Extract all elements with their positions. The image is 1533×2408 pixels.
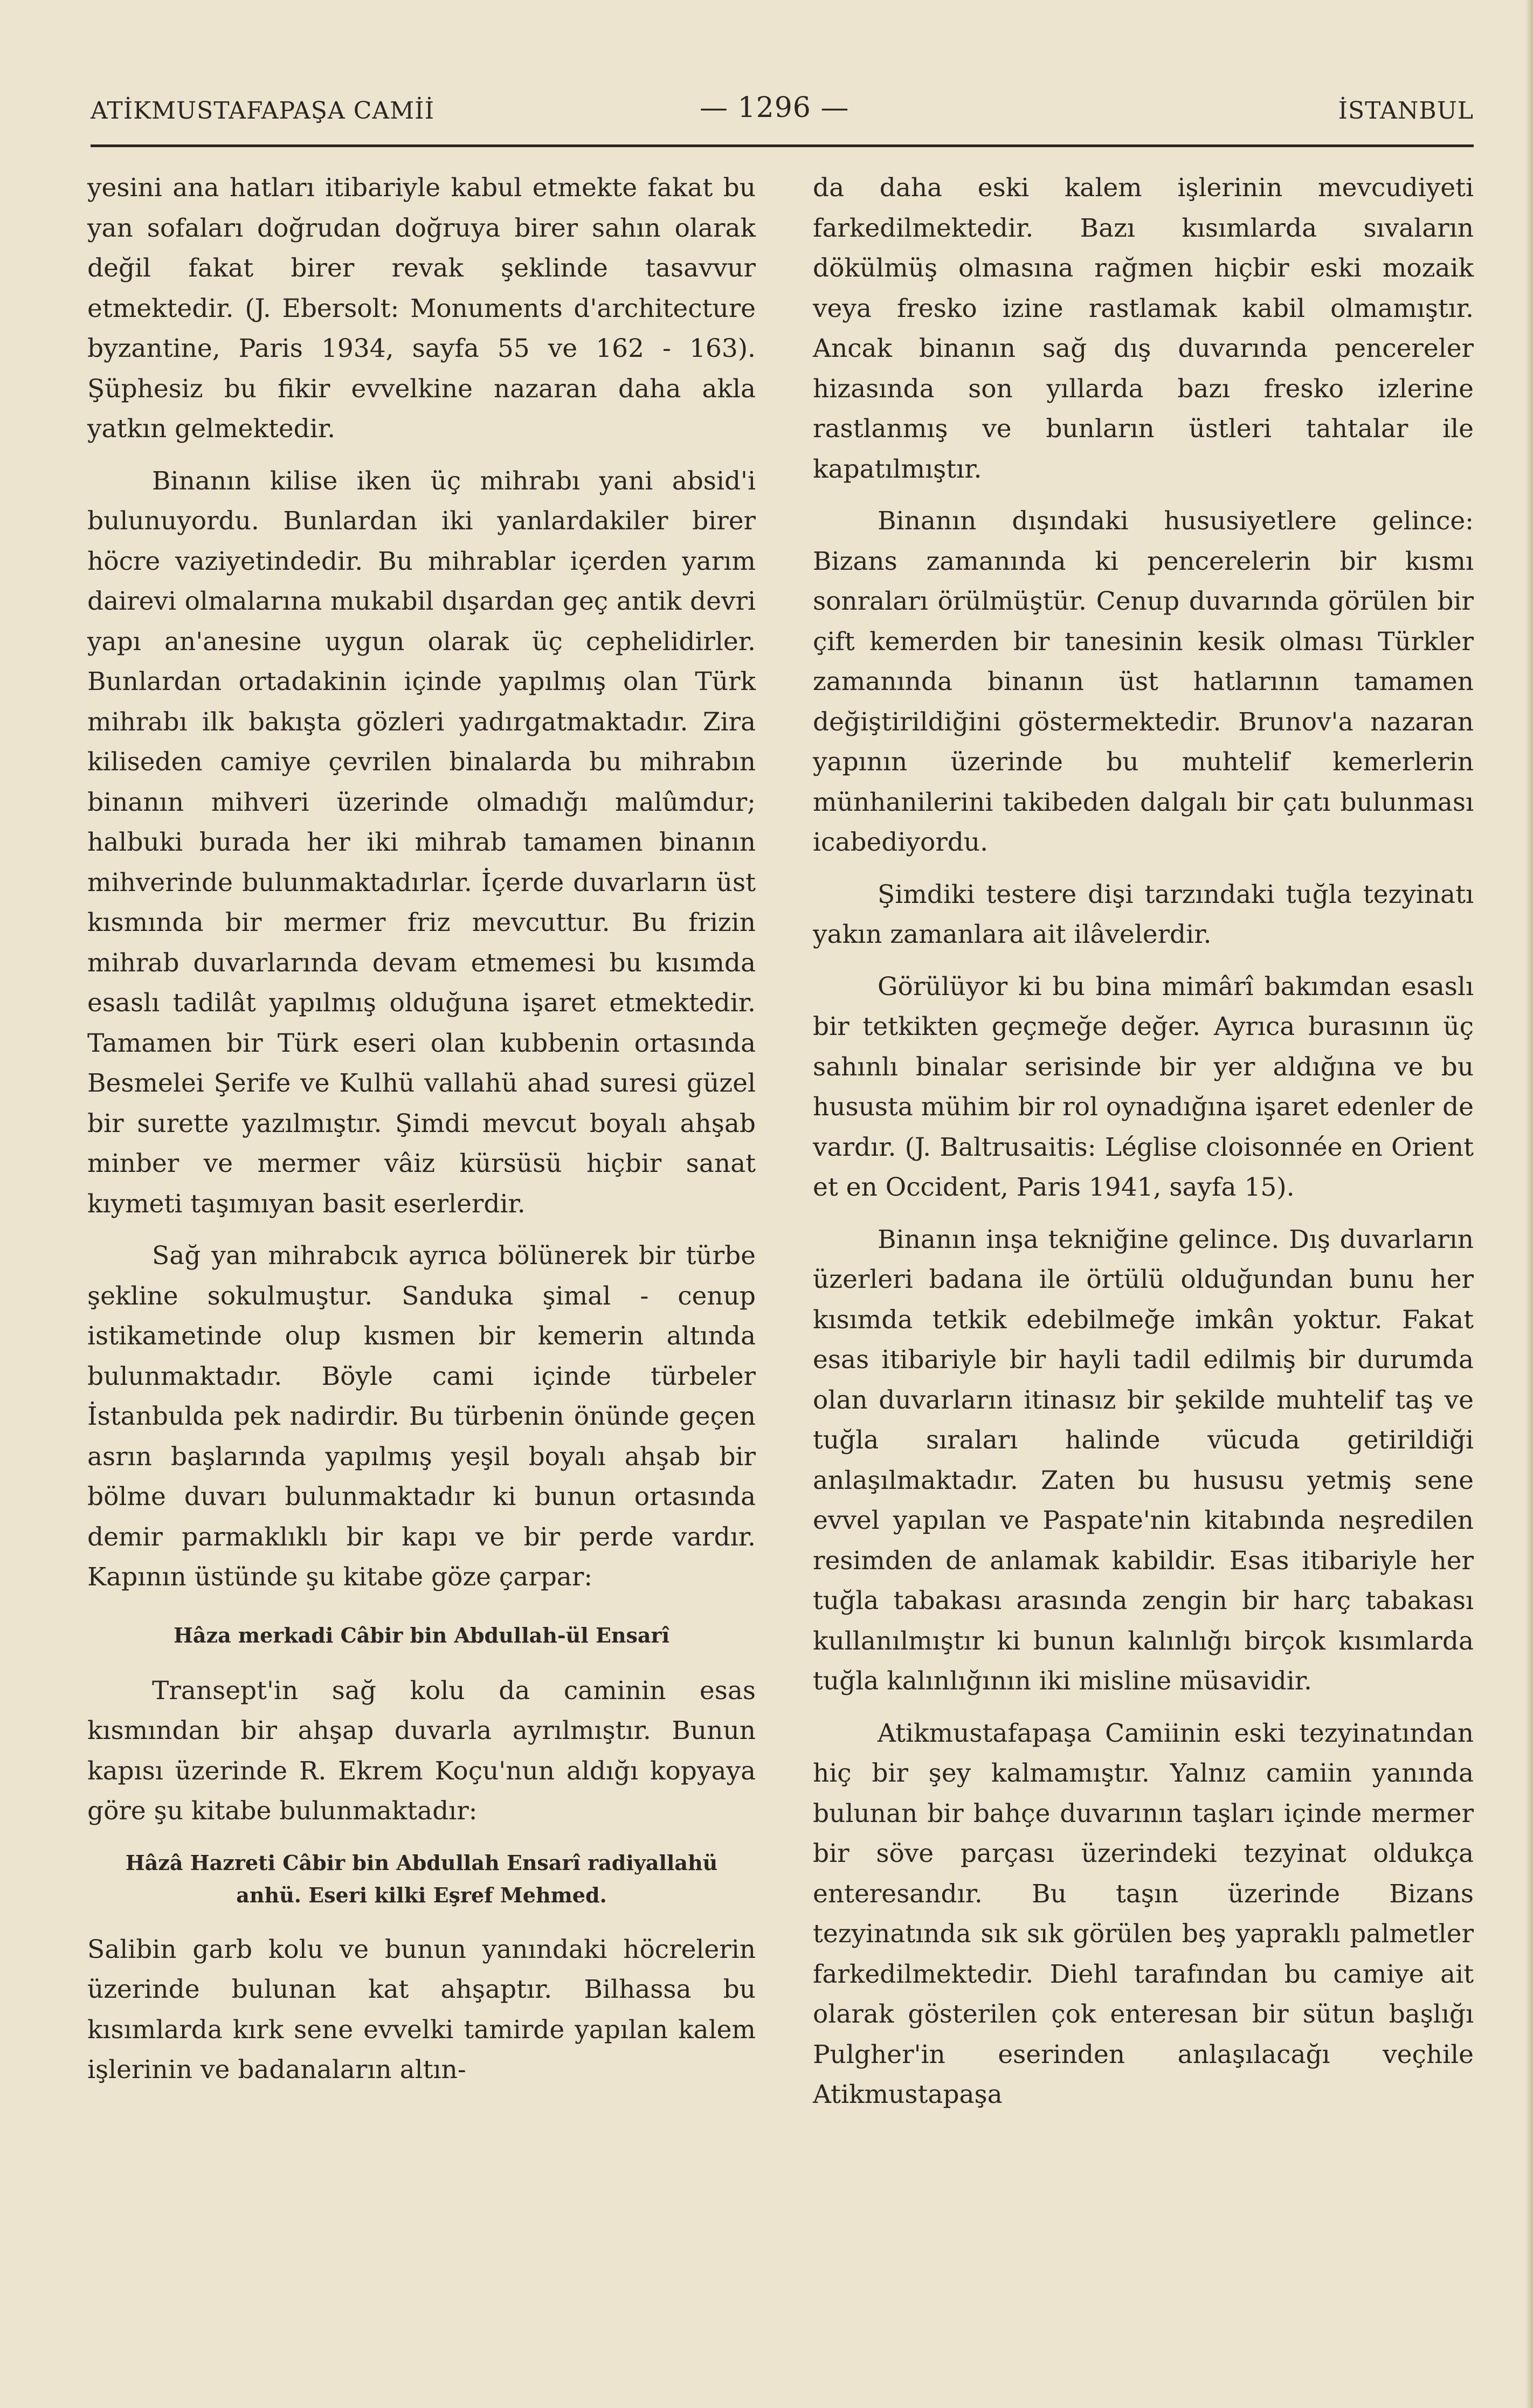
inscription (87, 1847, 756, 1912)
header-city: İSTANBUL (1338, 97, 1474, 125)
paragraph: Transept'in sağ kolu da caminin esas kısmından bir ahşap duvarla ayrılmıştır. Bunun kapısı üzerinde R. Ekrem Koçu'nun aldığı kopyaya göre şu kitabe bulunmaktadır: (87, 1675, 756, 1826)
paragraph: da daha eski kalem işlerinin mevcudiyeti farkedilmektedir. Bazı kısımlarda sıvaların dökülmüş olmasına rağmen hiçbir eski mozaik veya fresko izine rastlamak kabil olmamıştır. Ancak binanın sağ dış duvarında pencereler hizasında son yıllarda bazı fresko izlerine rastlanmış ve bunların üstleri tahtalar ile kapatılmıştır. (813, 173, 1474, 484)
inscription-line: anhü. Eseri kilki Eşref Mehmed. (236, 1882, 607, 1907)
paragraph: Atikmustafapaşa Camiinin eski tezyinatından hiç bir şey kalmamıştır. Yalnız camiin yanında bulunan bir bahçe duvarının taşları içinde mermer bir söve parçası üzerindeki tezyinat oldukça enteresandır. Bu taşın üzerinde Bizans tezyinatında sık sık görülen beş yapraklı palmetler farkedilmektedir. Diehl tarafından bu camiye ait olarak gösterilen çok enteresan bir sütun başlığı Pulgher'in eserinden anlaşılacağı veçhile Atikmustapaşa (813, 1718, 1474, 2109)
paragraph: Binanın kilise iken üç mihrabı yani absid'i bulunuyordu. Bunlardan iki yanlardakiler birer höcre vaziyetindedir. Bu mihrablar içerden yarım dairevi olmalarına mukabil dışardan geç antik devri yapı an'anesine uygun olarak üç cephelidirler. Bunlardan ortadakinin içinde yapılmış olan Türk mihrabı ilk bakışta gözleri yadırgatmaktadır. Zira kiliseden camiye çevrilen binalarda bu mihrabın binanın mihveri üzerinde olmadığı malûmdur; halbuki burada her iki mihrab tamamen binanın mihverinde bulunmaktadırlar. İçerde duvarların üst kısmında bir mermer friz mevcuttur. Bu frizin mihrab duvarlarında devam etmemesi bu kısımda esaslı tadilât yapılmış olduğuna işaret etmektedir. Tamamen bir Türk eseri olan kubbenin ortasında Besmelei Şerife ve Kulhü vallahü ahad suresi güzel bir surette yazılmıştır. Şimdi mevcut boyalı ahşab minber ve mermer vâiz kürsüsü hiçbir sanat kıymeti taşımıyan basit eserlerdir. (87, 466, 756, 1219)
page-edge-shadow (1525, 0, 1533, 2408)
inscription-line: Hâzâ Hazreti Câbir bin Abdullah Ensarî radiyallahü (125, 1850, 718, 1875)
left-column (87, 168, 756, 2090)
paragraph: Binanın dışındaki hususiyetlere gelince: Bizans zamanında ki pencerelerin bir kısmı sonraları örülmüştür. Cenup duvarında görülen bir çift kemerden bir tanesinin kesik olması Türkler zamanında binanın üst hatlarının tamamen değiştirildiğini göstermektedir. Brunov'a nazaran yapının üzerinde bu muhtelif kemerlerin münhanilerini takibeden dalgalı bir çatı bulunması icabediyordu. (813, 506, 1474, 857)
header-title: ATİKMUSTAFAPAŞA CAMİİ (91, 97, 434, 125)
inscription: Hâza merkadi Câbir bin Abdullah-ül Ensarî (173, 1623, 670, 1647)
paragraph: Sağ yan mihrabcık ayrıca bölünerek bir türbe şekline sokulmuştur. Sanduka şimal - cenup istikametinde olup kısmen bir kemerin altında bulunmaktadır. Böyle cami içinde türbeler İstanbulda pek nadirdir. Bu türbenin önünde geçen asrın başlarında yapılmış yeşil boyalı ahşab bir bölme duvarı bulunmaktadır ki bunun ortasında demir parmaklıklı bir kapı ve bir perde vardır. Kapının üstünde şu kitabe göze çarpar: (87, 1241, 756, 1592)
paragraph: Binanın inşa tekniğine gelince. Dış duvarların üzerleri badana ile örtülü olduğundan bunu her kısımda tetkik edebilmeğe imkân yoktur. Fakat esas itibariyle bir hayli tadil edilmiş bir durumda olan duvarların itinasız bir şekilde muhtelif taş ve tuğla sıraları halinde vücuda getirildiği anlaşılmaktadır. Zaten bu hususu yetmiş sene evvel yapılan ve Paspate'nin kitabında neşredilen resimden de anlamak kabildir. Esas itibariyle her tuğla tabakası arasında zengin bir harç tabakası kullanılmıştır ki bunun kalınlığı birçok kısımlarda tuğla kalınlığının iki misline müsavidir. (813, 1224, 1474, 1696)
paragraph: Salibin garb kolu ve bunun yanındaki höcrelerin üzerinde bulunan kat ahşaptır. Bilhassa bu kısımlarda kırk sene evvelki tamirde yapılan kalem işlerinin ve badanaların altın- (87, 1934, 756, 2085)
right-column (813, 168, 1474, 2115)
paragraph: Şimdiki testere dişi tarzındaki tuğla tezyinatı yakın zamanlara ait ilâvelerdir. (813, 879, 1474, 949)
paragraph: yesini ana hatları itibariyle kabul etmekte fakat bu yan sofaları doğrudan doğruya birer sahın olarak değil fakat birer revak şeklinde tasavvur etmektedir. (J. Ebersolt: Monuments d'architecture byzantine, Paris 1934, sayfa 55 ve 162 - 163). Şüphesiz bu fikir evvelkine nazaran daha akla yatkın gelmektedir. (87, 173, 756, 444)
running-header (91, 91, 1474, 134)
page-number: — 1296 — (700, 92, 850, 124)
header-rule (91, 144, 1474, 147)
paragraph: Görülüyor ki bu bina mimârî bakımdan esaslı bir tetkikten geçmeğe değer. Ayrıca burasının üç sahınlı binalar serisinde bir yer aldığına ve bu hususta mühim bir rol oynadığına işaret edenler de vardır. (J. Baltrusaitis: Léglise cloisonnée en Orient et en Occident, Paris 1941, sayfa 15). (813, 971, 1474, 1202)
